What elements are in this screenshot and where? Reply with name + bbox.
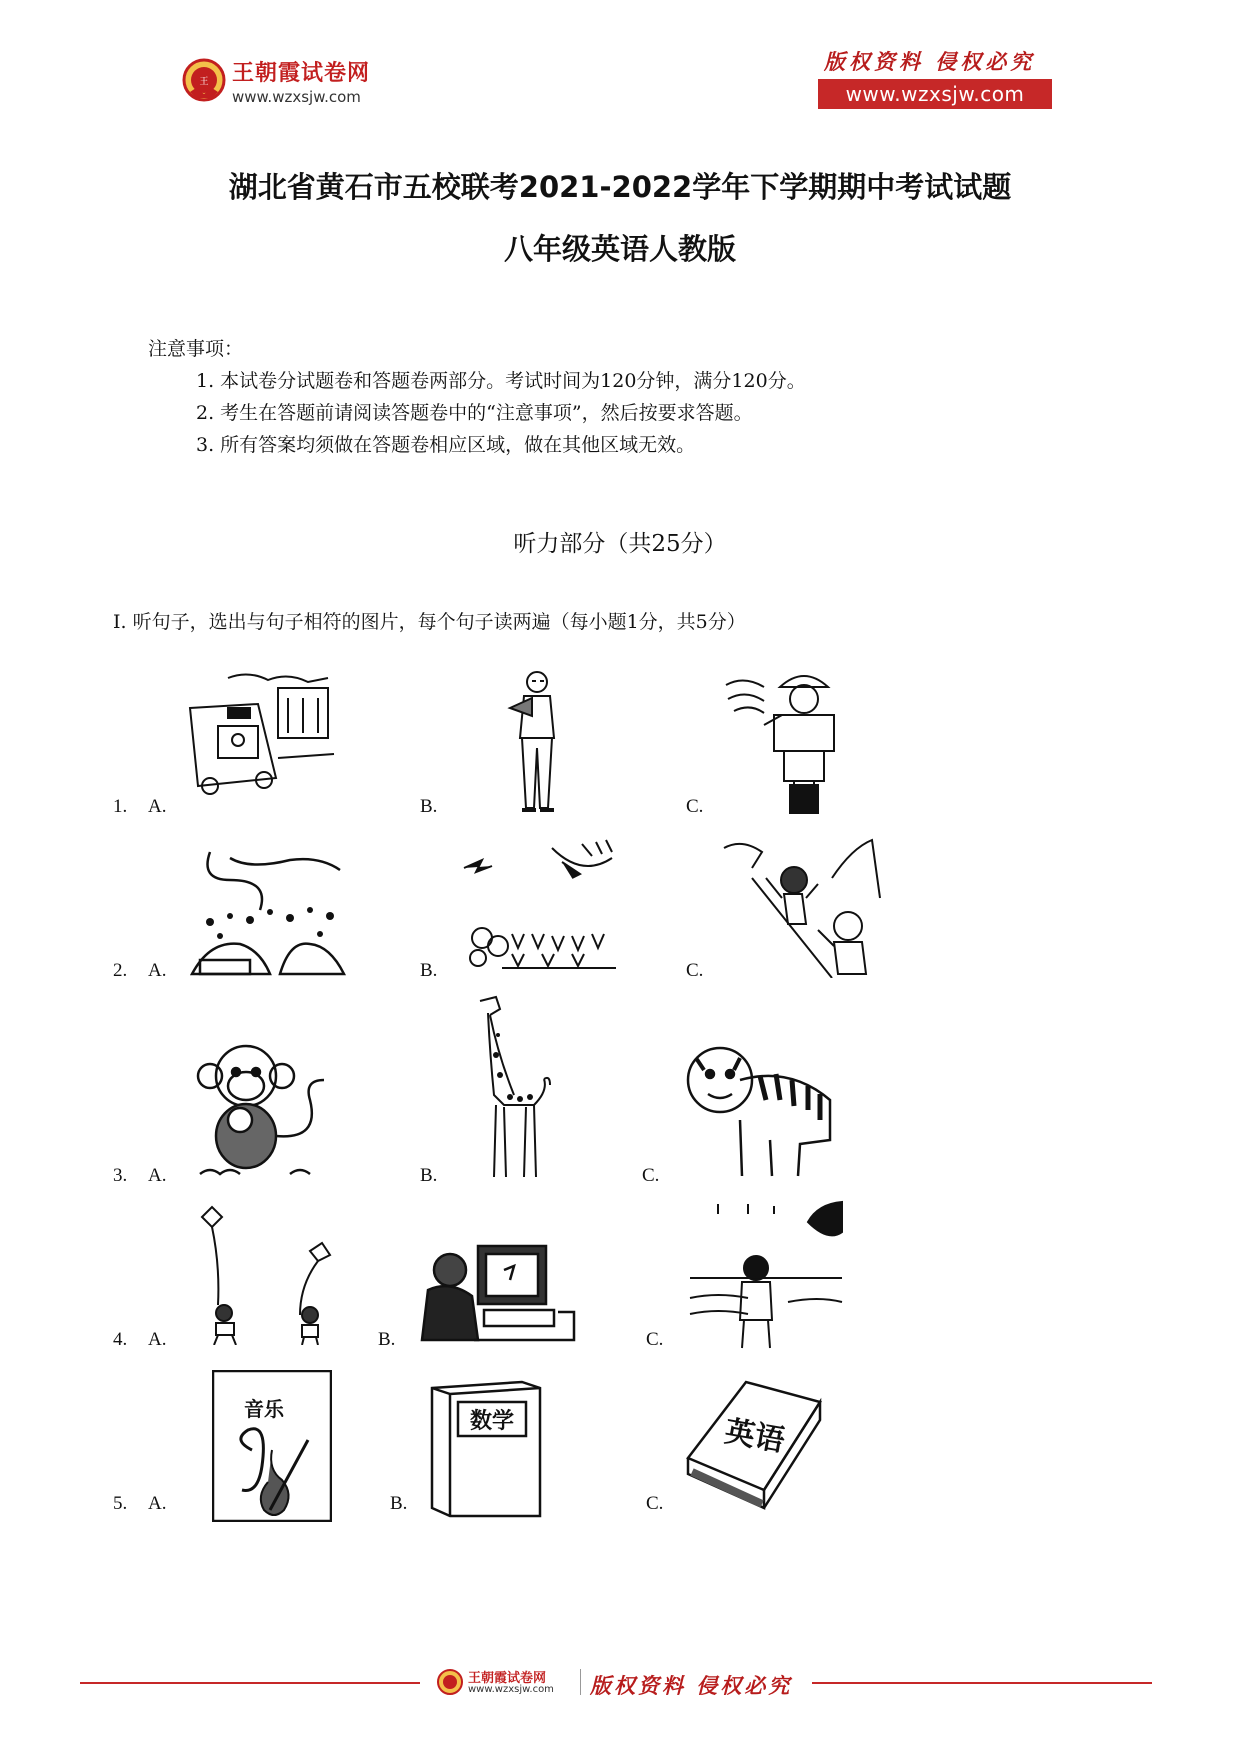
brand-url[interactable]: www.wzxsjw.com (232, 88, 361, 106)
footer-brand-url[interactable]: www.wzxsjw.com (468, 1684, 554, 1695)
boy-at-sea-icon (688, 1198, 844, 1350)
notice-item: 1. 本试卷分试题卷和答题卷两部分。考试时间为120分钟，满分120分。 (196, 370, 806, 392)
footer-brand-name: 王朝霞试卷网 (468, 1671, 547, 1686)
question-heading: I. 听句子，选出与句子相符的图片，每个句子读两遍（每小题1分，共5分） (113, 611, 746, 633)
notice-item: 3. 所有答案均须做在答题卷相应区域，做在其他区域无效。 (196, 434, 696, 456)
option-label-b: B. (420, 960, 438, 981)
footer-separator (580, 1669, 581, 1695)
svg-text:王: 王 (199, 77, 209, 87)
page-title: 湖北省黄石市五校联考2021-2022学年下学期期中考试试题 (228, 170, 1012, 204)
brand-seal-icon (182, 58, 226, 102)
question-number: 5. (113, 1493, 128, 1514)
spring-birds-flowers-icon (462, 838, 618, 978)
option-label-a: A. (148, 960, 167, 981)
option-label-b: B. (378, 1329, 396, 1350)
option-label-c: C. (686, 796, 704, 817)
children-climbing-icon (722, 838, 882, 978)
option-label-b: B. (420, 796, 438, 817)
man-reading-icon (502, 668, 572, 816)
computer-user-icon (418, 1240, 576, 1350)
notice-heading: 注意事项： (148, 338, 244, 360)
snowy-house-icon (190, 850, 346, 978)
tiger-icon (680, 1040, 840, 1180)
option-label-c: C. (686, 960, 704, 981)
page-subtitle: 八年级英语人教版 (503, 232, 736, 266)
math-book-label: 数学 (469, 1409, 515, 1434)
monkey-icon (190, 1040, 338, 1180)
option-label-c: C. (642, 1165, 660, 1186)
option-label-a: A. (148, 1493, 167, 1514)
question-number: 2. (113, 960, 128, 981)
question-number: 4. (113, 1329, 128, 1350)
brand-logo-block (182, 52, 422, 112)
option-label-c: C. (646, 1329, 664, 1350)
music-book-icon (212, 1370, 332, 1522)
option-label-b: B. (420, 1165, 438, 1186)
option-label-b: B. (390, 1493, 408, 1514)
boy-sprinkling-water-icon (724, 665, 848, 815)
bus-scene-icon (188, 668, 336, 796)
footer-copyright-text: 版权资料 侵权必究 (590, 1673, 793, 1698)
question-number: 3. (113, 1165, 128, 1186)
math-book-icon (430, 1380, 542, 1518)
section-title: 听力部分（共25分） (513, 531, 727, 557)
brand-name: 王朝霞试卷网 (232, 61, 371, 86)
kites-icon (200, 1205, 340, 1345)
music-book-label: 音乐 (244, 1397, 284, 1421)
footer-divider-line (812, 1682, 1152, 1684)
notice-item: 2. 考生在答题前请阅读答题卷中的“注意事项”，然后按要求答题。 (196, 402, 753, 424)
copyright-url[interactable]: www.wzxsjw.com (818, 79, 1052, 109)
copyright-text: 版权资料 侵权必究 (824, 49, 1036, 74)
english-book-label: 英语 (722, 1414, 788, 1459)
option-label-c: C. (646, 1493, 664, 1514)
question-number: 1. (113, 796, 128, 817)
option-label-a: A. (148, 796, 167, 817)
giraffe-icon (474, 995, 554, 1180)
english-book-icon (686, 1380, 822, 1510)
footer-divider-line (80, 1682, 420, 1684)
footer-seal-icon (436, 1668, 464, 1696)
option-label-a: A. (148, 1165, 167, 1186)
option-label-a: A. (148, 1329, 167, 1350)
